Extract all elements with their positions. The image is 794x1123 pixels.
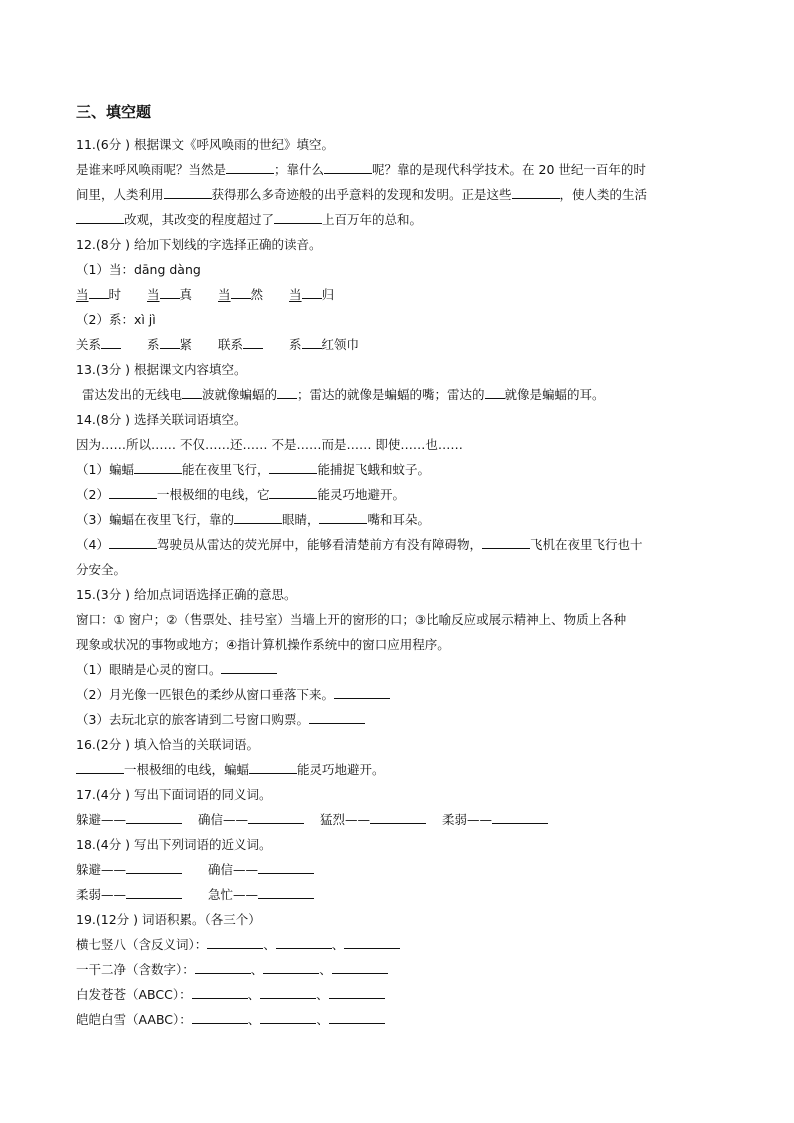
answer-blank[interactable] — [249, 762, 297, 774]
answer-blank[interactable] — [319, 512, 367, 524]
question-12-heading: 12.(8分 ) 给加下划线的字选择正确的读音。 — [76, 237, 322, 252]
question-19-row-4: 皑皑白雪（AABC）： 、 、 — [76, 1012, 385, 1028]
question-14-item-4: （4） 驾驶员从雷达的荧光屏中，能够看清楚前方有没有障碍物， 飞机在夜里飞行也十 — [76, 537, 643, 552]
question-18-line-1: 躲避—— 确信—— — [76, 862, 314, 878]
question-19-heading: 19.(12分 ) 词语积累。（各三个） — [76, 912, 261, 927]
question-14-item-4-cont: 分安全。 — [76, 562, 127, 577]
question-13-heading: 13.(3分 ) 根据课文内容填空。 — [76, 362, 247, 377]
question-11-line-1: 是谁来呼风唤雨呢？当然是 ；靠什么 呢？靠的是现代科学技术。在 20 世纪一百年的时 — [76, 162, 646, 177]
question-19-row-2: 一干二净（含数字）： 、 、 — [76, 962, 388, 978]
question-18-line-2: 柔弱—— 急忙—— — [76, 887, 314, 903]
question-15-item-3: （3）去玩北京的旅客请到二号窗口购票。 — [76, 712, 365, 728]
answer-blank[interactable] — [344, 937, 400, 949]
question-16-line: 一根极细的电线，蝙蝠 能灵巧地避开。 — [76, 762, 385, 778]
question-12-part-2: （2）系：xì jì — [76, 312, 156, 327]
answer-blank[interactable] — [231, 287, 251, 299]
answer-blank[interactable] — [370, 812, 426, 824]
section-title: 三、填空题 — [76, 103, 152, 121]
answer-blank[interactable] — [195, 962, 251, 974]
question-14-options: 因为……所以…… 不仅……还…… 不是……而是…… 即使……也…… — [76, 437, 463, 452]
answer-blank[interactable] — [164, 187, 212, 199]
question-14-item-2: （2） 一根极细的电线，它 能灵巧地避开。 — [76, 487, 405, 502]
question-19-row-3: 白发苍苍（ABCC）： 、 、 — [76, 987, 385, 1003]
question-14-item-1: （1）蝙蝠 能在夜里飞行， 能捕捉飞蛾和蚊子。 — [76, 462, 430, 477]
answer-blank[interactable] — [243, 337, 263, 349]
question-15-definition-2: 现象或状况的事物或地方；④指计算机操作系统中的窗口应用程序。 — [76, 637, 450, 652]
question-16-heading: 16.(2分 ) 填入恰当的关联词语。 — [76, 737, 260, 752]
answer-blank[interactable] — [269, 487, 317, 499]
question-18-heading: 18.(4分 ) 写出下列词语的近义词。 — [76, 837, 272, 852]
question-12-words-2: 关系 系 紧 联系 系 红领巾 — [76, 337, 360, 352]
answer-blank[interactable] — [492, 812, 548, 824]
answer-blank[interactable] — [329, 1012, 385, 1024]
answer-blank[interactable] — [277, 387, 297, 399]
answer-blank[interactable] — [221, 662, 277, 674]
answer-blank[interactable] — [260, 987, 316, 999]
answer-blank[interactable] — [126, 812, 182, 824]
answer-blank[interactable] — [192, 987, 248, 999]
answer-blank[interactable] — [324, 162, 372, 174]
answer-blank[interactable] — [126, 887, 182, 899]
answer-blank[interactable] — [76, 762, 124, 774]
answer-blank[interactable] — [309, 712, 365, 724]
answer-blank[interactable] — [126, 862, 182, 874]
question-11-heading: 11.(6分 ) 根据课文《呼风唤雨的世纪》填空。 — [76, 137, 335, 152]
answer-blank[interactable] — [334, 687, 390, 699]
answer-blank[interactable] — [226, 162, 274, 174]
answer-blank[interactable] — [332, 962, 388, 974]
question-11-line-3: 改观，其改变的程度超过了 上百万年的总和。 — [76, 212, 422, 228]
question-12-words-1: 当 时 当 真 当 然 当 归 — [76, 287, 335, 302]
answer-blank[interactable] — [76, 212, 124, 224]
answer-blank[interactable] — [302, 287, 322, 299]
answer-blank[interactable] — [109, 537, 157, 549]
answer-blank[interactable] — [248, 812, 304, 824]
question-14-item-3: （3）蝙蝠在夜里飞行，靠的 眼睛， 嘴和耳朵。 — [76, 512, 430, 527]
answer-blank[interactable] — [207, 937, 263, 949]
answer-blank[interactable] — [329, 987, 385, 999]
question-12-part-1: （1）当：dāng dàng — [76, 262, 201, 277]
question-14-heading: 14.(8分 ) 选择关联词语填空。 — [76, 412, 247, 427]
answer-blank[interactable] — [260, 1012, 316, 1024]
answer-blank[interactable] — [263, 962, 319, 974]
answer-blank[interactable] — [485, 387, 505, 399]
answer-blank[interactable] — [109, 487, 157, 499]
question-17-line: 躲避—— 确信—— 猛烈—— 柔弱—— — [76, 812, 548, 828]
question-17-heading: 17.(4分 ) 写出下面词语的同义词。 — [76, 787, 272, 802]
answer-blank[interactable] — [234, 512, 282, 524]
question-15-item-2: （2）月光像一匹银色的柔纱从窗口垂落下来。 — [76, 687, 390, 703]
answer-blank[interactable] — [258, 862, 314, 874]
answer-blank[interactable] — [512, 187, 560, 199]
answer-blank[interactable] — [258, 887, 314, 899]
question-15-definition-1: 窗口：① 窗户；②（售票处、挂号室）当墙上开的窗形的口；③比喻反应或展示精神上、物质上各种 — [76, 612, 627, 627]
question-19-row-1: 横七竖八（含反义词）： 、 、 — [76, 937, 400, 953]
answer-blank[interactable] — [276, 937, 332, 949]
question-13-line: 雷达发出的无线电 波就像蝙蝠的 ；雷达的就像是蝙蝠的嘴；雷达的 就像是蝙蝠的耳。 — [82, 387, 605, 402]
answer-blank[interactable] — [302, 337, 322, 349]
answer-blank[interactable] — [160, 337, 180, 349]
question-15-item-1: （1）眼睛是心灵的窗口。 — [76, 662, 277, 678]
answer-blank[interactable] — [89, 287, 109, 299]
answer-blank[interactable] — [101, 337, 121, 349]
answer-blank[interactable] — [274, 212, 322, 224]
answer-blank[interactable] — [134, 462, 182, 474]
answer-blank[interactable] — [192, 1012, 248, 1024]
answer-blank[interactable] — [482, 537, 530, 549]
answer-blank[interactable] — [182, 387, 202, 399]
question-11-line-2: 间里，人类利用 获得那么多奇迹般的出乎意料的发现和发明。正是这些 ，使人类的生活 — [76, 187, 648, 202]
answer-blank[interactable] — [269, 462, 317, 474]
answer-blank[interactable] — [160, 287, 180, 299]
question-15-heading: 15.(3分 ) 给加点词语选择正确的意思。 — [76, 587, 297, 602]
